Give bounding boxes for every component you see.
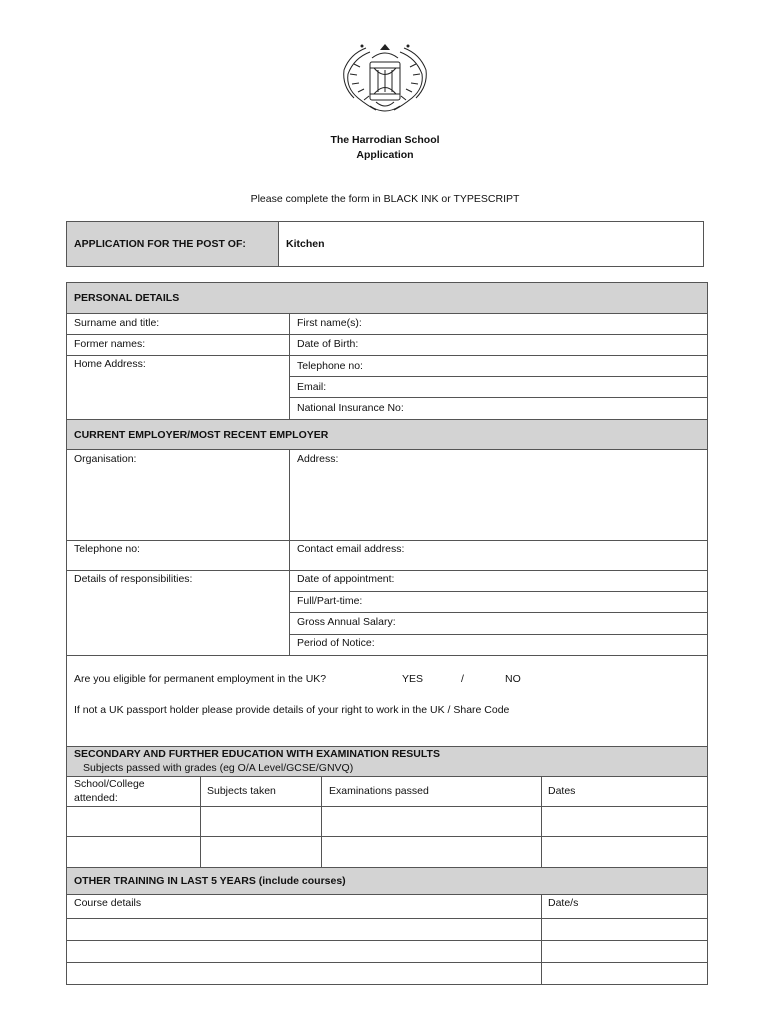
divider [289, 313, 290, 419]
telephone-field[interactable]: Telephone no: [297, 360, 363, 372]
post-field[interactable]: Kitchen [286, 238, 325, 250]
salary-field[interactable]: Gross Annual Salary: [297, 616, 396, 628]
divider [67, 655, 707, 656]
divider [67, 449, 707, 450]
education-subheading: Subjects passed with grades (eg O/A Level/GCSE/GNVQ) [83, 762, 354, 774]
education-school-cell[interactable] [67, 837, 199, 866]
divider [289, 397, 707, 398]
ni-number-field[interactable]: National Insurance No: [297, 402, 404, 414]
dob-field[interactable]: Date of Birth: [297, 338, 359, 350]
employer-heading: CURRENT EMPLOYER/MOST RECENT EMPLOYER [74, 429, 329, 441]
divider [67, 313, 707, 314]
education-exams-cell[interactable] [322, 807, 540, 835]
former-names-field[interactable]: Former names: [74, 338, 146, 350]
col-exams-header: Examinations passed [329, 785, 429, 797]
organisation-field[interactable]: Organisation: [74, 453, 137, 465]
training-course-cell[interactable] [67, 963, 540, 983]
divider [67, 334, 707, 335]
divider [278, 222, 279, 266]
training-heading: OTHER TRAINING IN LAST 5 YEARS (include courses) [74, 875, 346, 887]
divider [67, 540, 707, 541]
full-part-time-field[interactable]: Full/Part-time: [297, 595, 363, 607]
school-name: The Harrodian School [330, 134, 440, 146]
home-address-field[interactable]: Home Address: [74, 358, 146, 370]
appointment-date-field[interactable]: Date of appointment: [297, 573, 395, 585]
training-course-cell[interactable] [67, 941, 540, 961]
contact-email-field[interactable]: Contact email address: [297, 543, 405, 555]
education-subjects-cell[interactable] [201, 807, 320, 835]
option-separator: / [461, 673, 464, 685]
education-school-cell[interactable] [67, 807, 199, 835]
training-date-cell[interactable] [542, 963, 706, 983]
first-names-field[interactable]: First name(s): [297, 317, 362, 329]
education-exams-cell[interactable] [322, 837, 540, 866]
document-title: Application [356, 149, 414, 161]
divider [289, 376, 707, 377]
divider [67, 570, 707, 571]
responsibilities-field[interactable]: Details of responsibilities: [74, 573, 193, 585]
employer-address-field[interactable]: Address: [297, 453, 339, 465]
divider [289, 612, 707, 613]
divider [67, 867, 707, 868]
right-to-work-field[interactable]: If not a UK passport holder please provide details of your right to work in the UK / Share Code [74, 704, 510, 716]
col-subjects-header: Subjects taken [207, 785, 276, 797]
divider [67, 355, 707, 356]
post-label: APPLICATION FOR THE POST OF: [74, 238, 246, 250]
education-subjects-cell[interactable] [201, 837, 320, 866]
divider [67, 894, 707, 895]
col-dates-header: Dates [548, 785, 576, 797]
training-date-cell[interactable] [542, 941, 706, 961]
notice-period-field[interactable]: Period of Notice: [297, 637, 375, 649]
divider [67, 746, 707, 747]
divider [289, 449, 290, 655]
col-school-header-line2: attended: [74, 792, 118, 804]
yes-option[interactable]: YES [402, 673, 424, 685]
divider [289, 591, 707, 592]
personal-details-heading: PERSONAL DETAILS [74, 292, 180, 304]
education-dates-cell[interactable] [542, 837, 706, 866]
surname-field[interactable]: Surname and title: [74, 317, 160, 329]
col-course-header: Course details [74, 897, 142, 909]
training-course-cell[interactable] [67, 919, 540, 939]
education-heading: SECONDARY AND FURTHER EDUCATION WITH EXAMINATION RESULTS [74, 748, 440, 760]
divider [67, 419, 707, 420]
training-date-cell[interactable] [542, 919, 706, 939]
eligibility-question: Are you eligible for permanent employment in the UK? [74, 673, 327, 685]
form-instruction: Please complete the form in BLACK INK or TYPESCRIPT [250, 193, 520, 205]
education-dates-cell[interactable] [542, 807, 706, 835]
employer-telephone-field[interactable]: Telephone no: [74, 543, 140, 555]
school-crest-logo [340, 40, 430, 118]
col-date-header: Date/s [548, 897, 579, 909]
col-school-header: School/College [74, 778, 145, 790]
divider [67, 776, 707, 777]
email-field[interactable]: Email: [297, 381, 327, 393]
no-option[interactable]: NO [505, 673, 521, 685]
divider [289, 634, 707, 635]
